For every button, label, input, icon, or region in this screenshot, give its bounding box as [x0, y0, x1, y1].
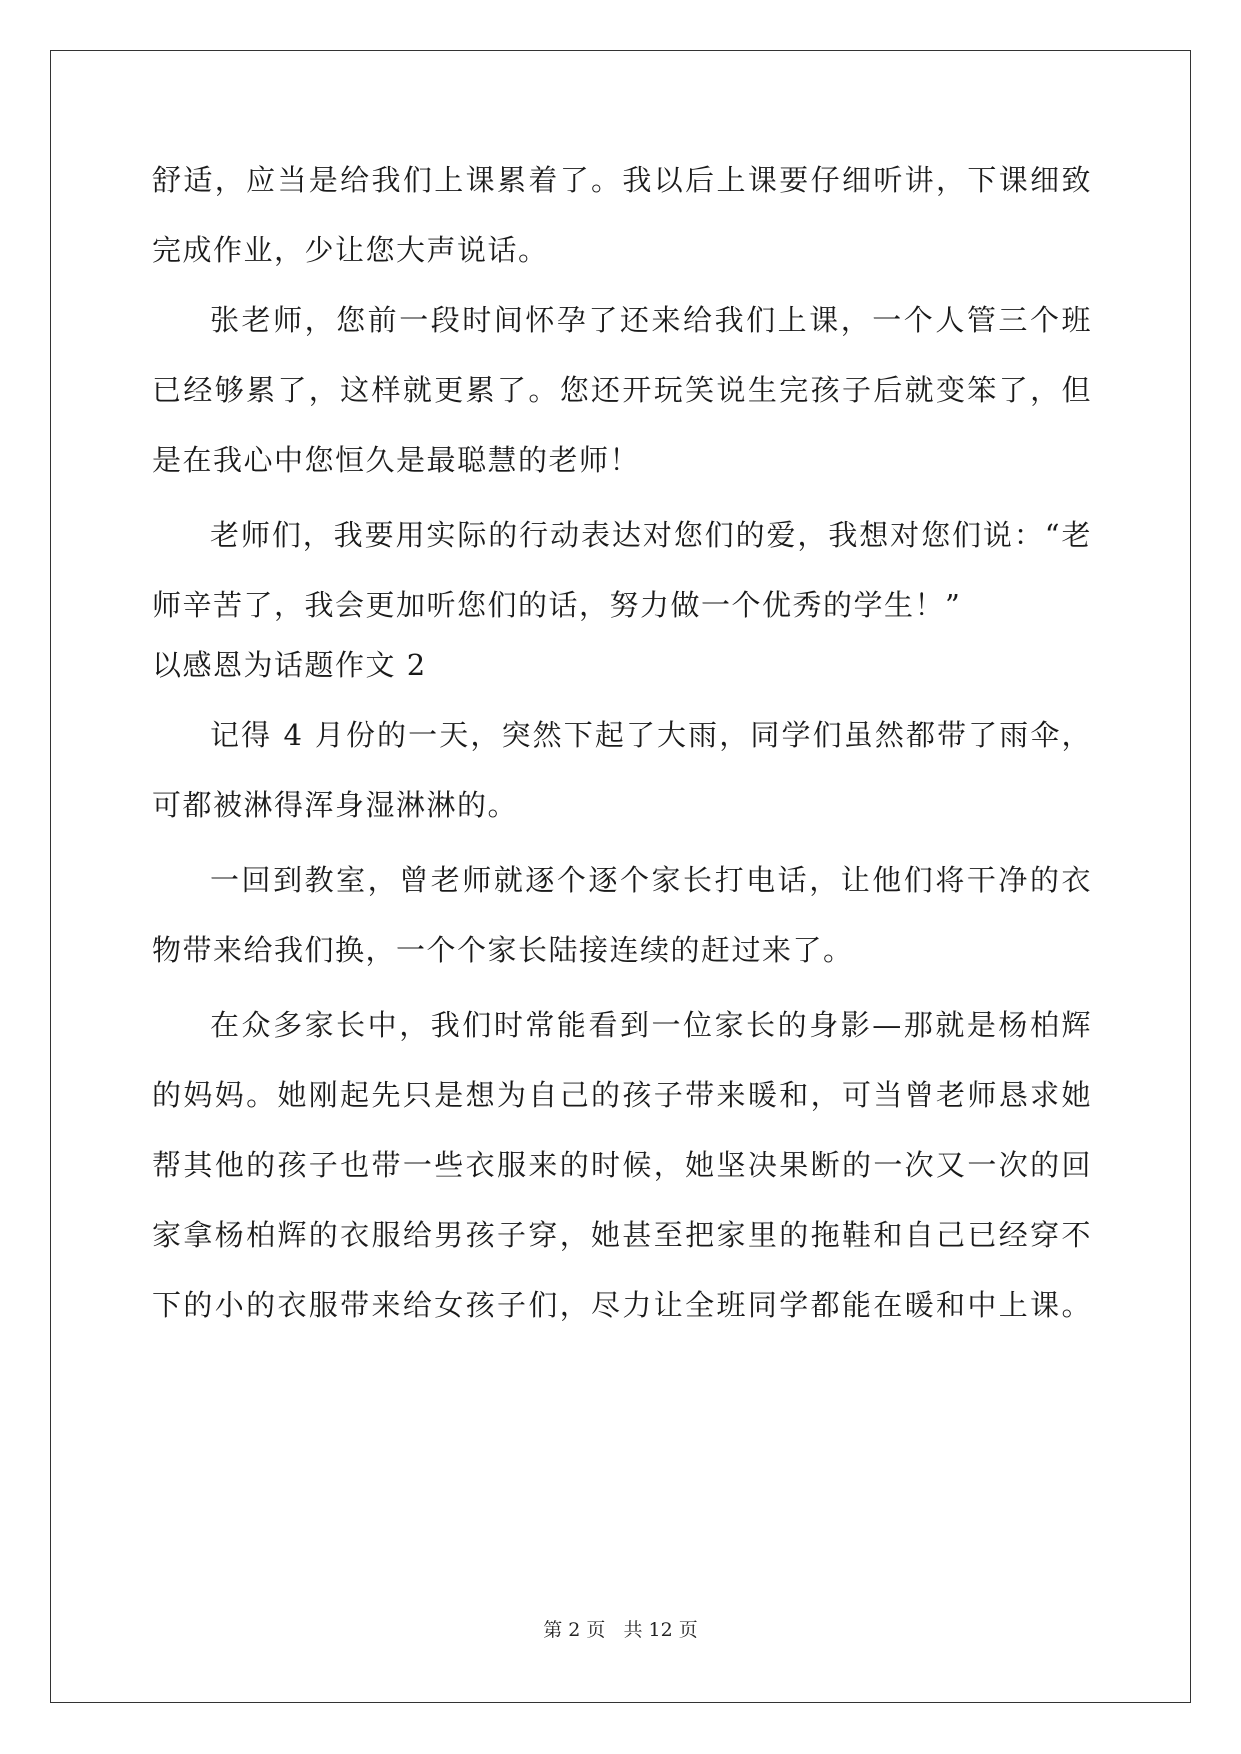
text-line: 的妈妈。她刚起先只是想为自己的孩子带来暖和，可当曾老师恳求她 — [152, 1078, 1092, 1112]
text-line: 完成作业，少让您大声说话。 — [152, 233, 549, 267]
page-number: 第 2 页 — [543, 1619, 606, 1641]
text-line: 下的小的衣服带来给女孩子们，尽力让全班同学都能在暖和中上课。 — [152, 1288, 1092, 1322]
paragraph-first-line: 老师们，我要用实际的行动表达对您们的爱，我想对您们说：“老 — [210, 518, 1092, 552]
text-line: 舒适，应当是给我们上课累着了。我以后上课要仔细听讲，下课细致 — [152, 163, 1092, 197]
paragraph-first-line: 一回到教室，曾老师就逐个逐个家长打电话，让他们将干净的衣 — [210, 863, 1092, 897]
text-line: 家拿杨柏辉的衣服给男孩子穿，她甚至把家里的拖鞋和自己已经穿不 — [152, 1218, 1092, 1252]
text-line: 是在我心中您恒久是最聪慧的老师！ — [152, 443, 641, 477]
text-line: 可都被淋得浑身湿淋淋的。 — [152, 788, 519, 822]
text-line: 帮其他的孩子也带一些衣服来的时候，她坚决果断的一次又一次的回 — [152, 1148, 1092, 1182]
text-line: 师辛苦了，我会更加听您们的话，努力做一个优秀的学生！” — [152, 588, 962, 622]
page-total: 共 12 页 — [623, 1619, 698, 1641]
text-line: 已经够累了，这样就更累了。您还开玩笑说生完孩子后就变笨了，但 — [152, 373, 1092, 407]
paragraph-first-line: 在众多家长中，我们时常能看到一位家长的身影—那就是杨柏辉 — [210, 1008, 1092, 1042]
paragraph-first-line: 张老师，您前一段时间怀孕了还来给我们上课，一个人管三个班 — [210, 303, 1092, 337]
section-heading: 以感恩为话题作文 2 — [152, 648, 427, 682]
paragraph-first-line: 记得 4 月份的一天，突然下起了大雨，同学们虽然都带了雨伞， — [210, 718, 1092, 752]
page-footer — [0, 1618, 1241, 1642]
text-line: 物带来给我们换，一个个家长陆接连续的赶过来了。 — [152, 933, 854, 967]
